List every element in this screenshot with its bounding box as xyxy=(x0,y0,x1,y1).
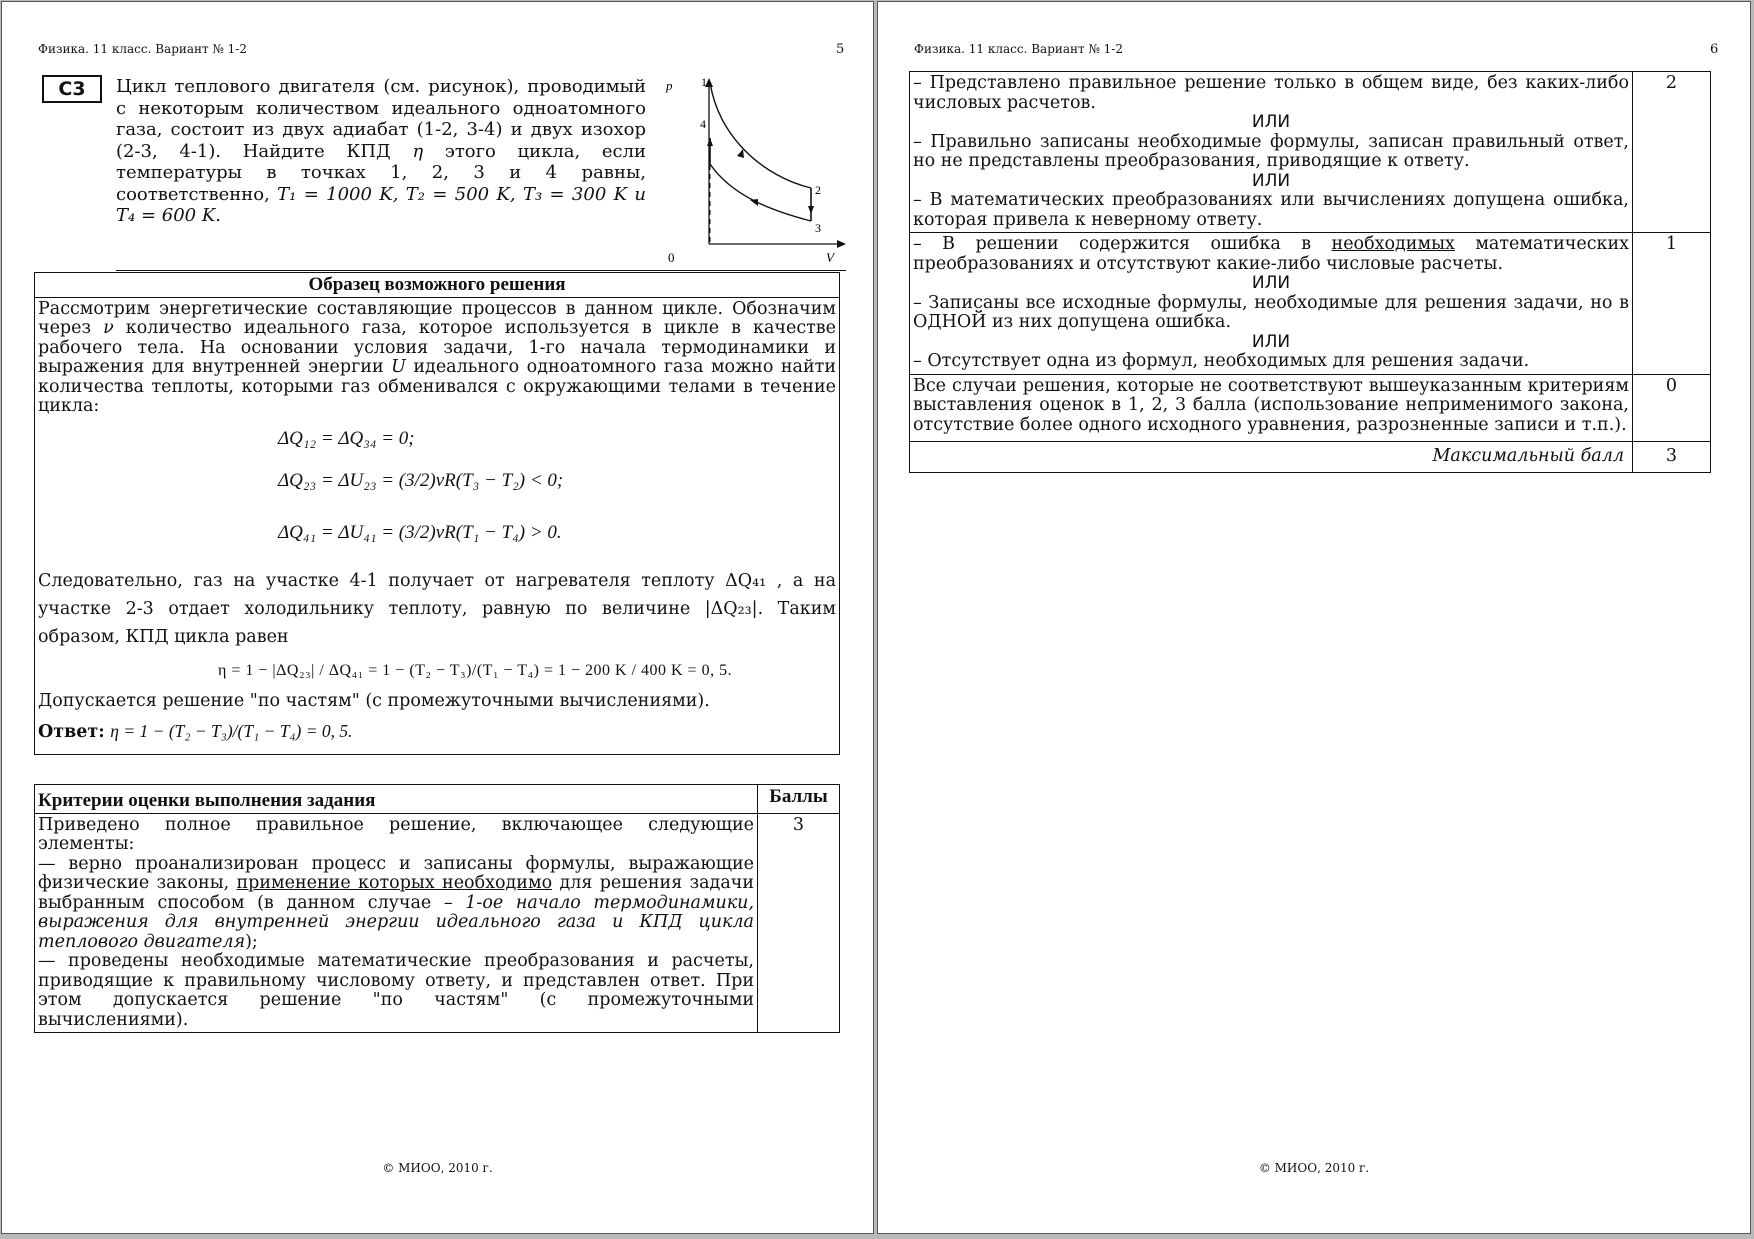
v-axis-arrow xyxy=(837,240,846,248)
adiabat-3-4-arrow xyxy=(750,199,758,206)
page-number: 6 xyxy=(1710,42,1719,57)
equation-q23: ΔQ₂₃ = ΔU₂₃ = (3/2)νR(T₃ − T₂) < 0; xyxy=(278,469,564,491)
page-header: Физика. 11 класс. Вариант № 1-2 xyxy=(38,42,247,56)
origin-label: 0 xyxy=(668,250,675,265)
criteria-row-2: – Представлено правильное решение только в общем виде, без каких-либо числовых расчетов. ИЛИ – Правильно записаны необходимые формулы, записан правильный ответ, но не представлены преобразования, приводящие к ответу. ИЛИ – В математических преобразованиях или вычислениях допущена ошибка, которая привела к неверному ответу. xyxy=(910,72,1633,233)
criteria-row-3: Приведено полное правильное решение, включающее следующие элементы: — верно проанализирован процесс и записаны формулы, выражающие физические законы, применение которых необходимо для решения задачи выбранным способом (в данном случае – 1-ое начало термодинамики, выражения для внутренней энергии идеального газа и КПД цикла теплового двигателя); — проведены необходимые математические преобразования и расчеты, приводящие к правильному числовому ответу, и представлен ответ. При этом допускается решение "по частям" (с промежуточными вычислениями). xyxy=(35,813,758,1033)
task-code-box: C3 xyxy=(42,75,102,103)
criteria-table-continued xyxy=(909,71,1711,473)
page-right xyxy=(877,1,1751,1234)
equation-q12: ΔQ₁₂ = ΔQ₃₄ = 0; xyxy=(278,427,415,449)
point-1-label: 1 xyxy=(701,76,707,89)
page-footer: © МИОО, 2010 г. xyxy=(1258,1161,1370,1175)
solution-conclusion: Следовательно, газ на участке 4-1 получает от нагревателя теплоту ΔQ₄₁ , а на участке 2-3 отдает холодильнику теплоту, равную по величине |ΔQ₂₃|. Таким образом, КПД цикла равен xyxy=(38,570,836,647)
page-footer: © МИОО, 2010 г. xyxy=(382,1161,493,1175)
partial-solution-note: Допускается решение "по частям" (с промежуточными вычислениями). xyxy=(38,691,710,711)
criteria-table xyxy=(34,784,840,1033)
criteria-row-2-points: 2 xyxy=(1633,72,1711,233)
v-axis-label: V xyxy=(826,250,834,265)
points-header: Баллы xyxy=(758,785,840,814)
point-4-label: 4 xyxy=(700,117,706,131)
task-divider xyxy=(116,270,846,271)
adiabat-1-2-arrow xyxy=(737,149,744,158)
task-statement: Цикл теплового двигателя (см. рисунок), проводимый с некоторым количеством идеального одноатомного газа, состоит из двух адиабат (1-2, 3-4) и двух изохор (2-3, 4-1). Найдите КПД η этого цикла, если температуры в точках 1, 2, 3 и 4 равны, соответственно, T₁ = 1000 K, T₂ = 500 K, T₃ = 300 K и T₄ = 600 K. xyxy=(116,76,647,226)
adiabat-1-2 xyxy=(710,82,811,188)
p-axis-label: p xyxy=(666,78,673,93)
task-temperatures: T₁ = 1000 K, T₂ = 500 K, T₃ = 300 K и T₄ = 600 K. xyxy=(116,183,646,226)
point-2-label: 2 xyxy=(815,183,821,197)
adiabat-3-4 xyxy=(710,164,811,221)
criteria-row-1: – В решении содержится ошибка в необходимых математических преобразованиях и отсутствуют какие-либо числовые расчеты. ИЛИ – Записаны все исходные формулы, необходимые для решения задачи, но в ОДНОЙ из них допущена ошибка. ИЛИ – Отсутствует одна из формул, необходимых для решения задачи. xyxy=(910,233,1633,375)
criteria-row-3-points: 3 xyxy=(758,813,840,1033)
max-score-label: Максимальный балл xyxy=(910,442,1633,473)
page-left xyxy=(1,1,874,1234)
criteria-row-0-points: 0 xyxy=(1633,374,1711,442)
solution-body: Рассмотрим энергетические составляющие процессов в данном цикле. Обозначим через ν количество идеального газа, которое используется в цикле в качестве рабочего тела. На основании условия задачи, 1-го начала термодинамики и выражения для внутренней энергии U идеального одноатомного газа можно найти количества теплоты, которыми газ обменивался с окружающими телами в течение цикла: ΔQ₁₂ = ΔQ₃₄ = 0; ΔQ₂₃ = ΔU₂₃ = (3/2)νR(T₃ − T₂) < 0; ΔQ₄₁ = ΔU₄₁ = (3/2)νR(T₁ − T₄) > 0. Следовательно, газ на участке 4-1 получает от нагревателя теплоту ΔQ₄₁ , а на участке 2-3 отдает холодильнику теплоту, равную по величине |ΔQ₂₃|. Таким образом, КПД цикла равен η = 1 − |ΔQ₂₃| / ΔQ₄₁ = 1 − (T₂ − T₃)/(T₁ − T₄) = 1 − 200 K / 400 K = 0, 5. Допускается решение "по частям" (с промежуточными вычислениями). Ответ: η = 1 − (T₂ − T₃)/(T₁ − T₄) = 0, 5. xyxy=(35,297,840,755)
criteria-header: Критерии оценки выполнения задания xyxy=(35,785,758,814)
efficiency-formula: η = 1 − |ΔQ₂₃| / ΔQ₄₁ = 1 − (T₂ − T₃)/(T₁ − T₄) = 1 − 200 K / 400 K = 0, 5. xyxy=(218,661,733,679)
isochore-2-3-arrow xyxy=(808,206,814,214)
equation-q41: ΔQ₄₁ = ΔU₄₁ = (3/2)νR(T₁ − T₄) > 0. xyxy=(278,521,562,543)
answer-line: Ответ: η = 1 − (T₂ − T₃)/(T₁ − T₄) = 0, 5. xyxy=(38,720,353,742)
criteria-row-1-points: 1 xyxy=(1633,233,1711,375)
page-number: 5 xyxy=(836,42,845,57)
pv-cycle-diagram xyxy=(662,76,852,268)
isochore-4-1-arrow xyxy=(707,138,713,146)
max-score-points: 3 xyxy=(1633,442,1711,473)
point-3-label: 3 xyxy=(815,221,821,235)
criteria-row-0: Все случаи решения, которые не соответствуют вышеуказанным критериям выставления оценок в 1, 2, 3 балла (использование неприменимого закона, отсутствие более одного исходного уравнения, разрозненные записи и т.п.). xyxy=(910,374,1633,442)
solution-title: Образец возможного решения xyxy=(35,273,840,298)
solution-table xyxy=(34,272,840,755)
page-header: Физика. 11 класс. Вариант № 1-2 xyxy=(914,42,1123,56)
